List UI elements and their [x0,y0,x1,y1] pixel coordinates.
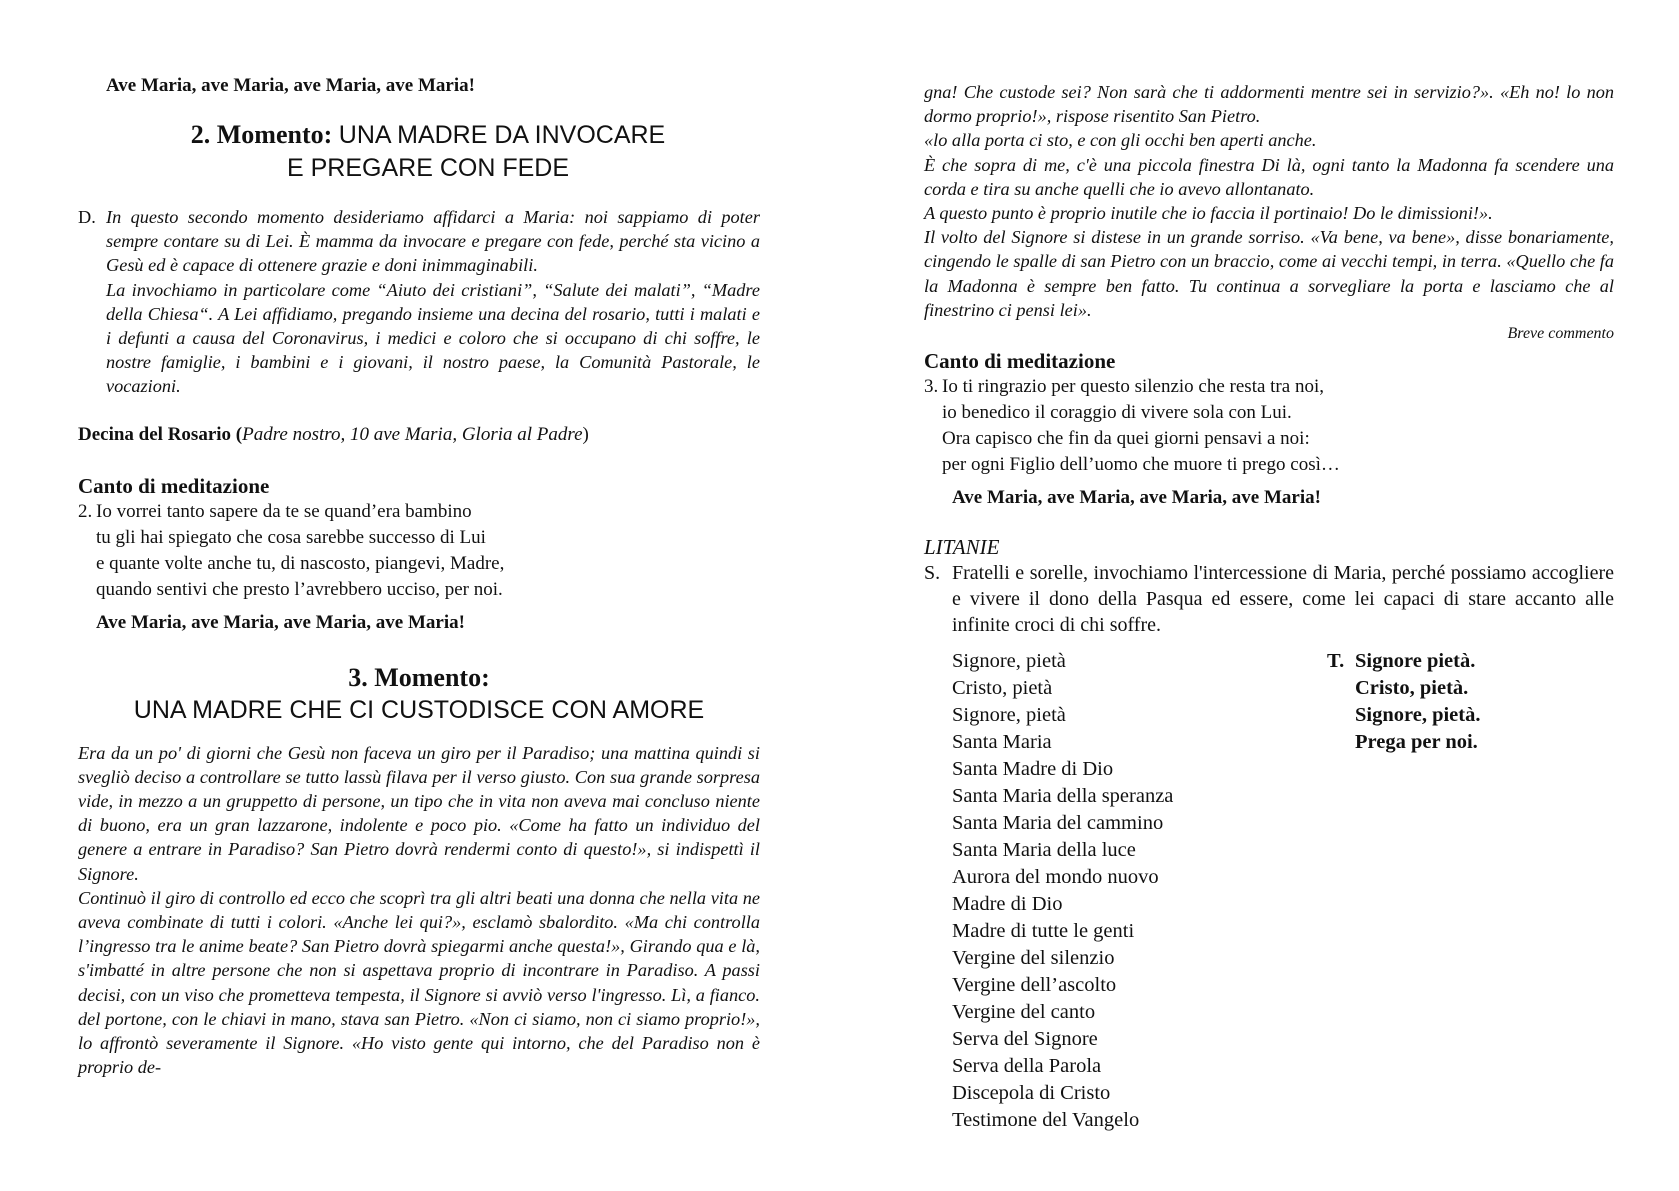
litany-responses [1327,648,1480,756]
left-page [78,74,760,1079]
litany-item: Santa Maria [952,731,1052,754]
verse-line: Io vorrei tanto sapere da te se quand’era bambino [96,500,472,522]
litany-item: Serva della Parola [952,1055,1102,1078]
story-paragraph: Il volto del Signore si distese in un grande sorriso. «Va bene, va bene», disse bonariamente, cingendo le spalle di san Pietro con un braccio, come ai vecchi tempi, in terra. «Quello che fa la Madonna è sempre ben fatto. Tu continua a sorvegliare la porta e lasciamo che al finestrino ci pensi lei». [924,227,1614,320]
response-item: T. Signore pietà. [1327,648,1480,675]
story-paragraph: È che sopra di me, c'è una piccola finestra Di là, ogni tanto la Madonna fa scendere una corda e tira su anche quelli che io avevo allontanato. [924,154,1614,199]
litany-item: Cristo, pietà [952,677,1053,700]
litany-item: Santa Madre di Dio [952,758,1114,781]
litany-intro [924,560,1614,638]
verse-line: per ogni Figlio dell’uomo che muore ti prego così… [942,454,1340,476]
story-text [78,741,760,1080]
litany-item: Santa Maria della speranza [952,785,1174,808]
litany-item: Madre di Dio [952,893,1063,916]
decina-line: Decina del Rosario (Padre nostro, 10 ave Maria, Gloria al Padre) [78,423,589,445]
section-2-title-line2: E PREGARE CON FEDE [287,154,569,182]
decina-note: Padre nostro, 10 ave Maria, Gloria al Padre [242,423,583,445]
d-label: D. [78,207,96,227]
breve-commento: Breve commento [1507,325,1614,343]
verse-2 [78,499,760,603]
litany-item: Aurora del mondo nuovo [952,866,1159,889]
litany [952,648,1614,1134]
litany-item: Vergine dell’ascolto [952,974,1117,997]
section-2-prefix: 2. Momento: [190,120,333,149]
response-item: Prega per noi. [1355,731,1478,754]
litany-item: Signore, pietà [952,704,1066,727]
verse-line: Ora capisco che fin da quei giorni pensavi a noi: [942,428,1310,450]
canto-heading: Canto di meditazione [78,473,270,498]
section-3-prefix: 3. Momento: [348,662,490,692]
d-text-2: La invochiamo in particolare come “Aiuto dei cristiani”, “Salute dei malati”, “Madre della Chiesa“. A Lei affidiamo, pregando insieme una decina del rosario, tutti i malati e i defunti a causa del Coronavirus, i medici e coloro che si occupano di chi soffre, le nostre famiglie, i bambini e i giovani, il nostro paese, la Comunità Pastorale, le vocazioni. [106,279,760,397]
litany-item: Santa Maria del cammino [952,812,1164,835]
response-item: Signore, pietà. [1355,704,1481,727]
story-paragraph: Era da un po' di giorni che Gesù non faceva un giro per il Paradiso; una mattina quindi si svegliò deciso a controllare se tutto lassù filava per il verso giusto. Con sua grande sorpresa vide, in mezzo a un gruppetto di persone, un tipo che in vita non aveva mai concluso niente di buono, era un gran lazzarone, indolente e poco pio. «Come ha fatto un individuo del genere a entrare in Paradiso? San Pietro dovrà rendermi conto di questo!», si indispettì il Signore. [78,742,760,884]
verse-line: quando sentivi che presto l’avrebbero ucciso, per noi. [96,578,503,600]
verse-line: io benedico il coraggio di vivere sola con Lui. [942,402,1292,424]
litany-item: Testimone del Vangelo [952,1109,1140,1132]
litany-item: Signore, pietà [952,650,1066,673]
s-label: S. [924,562,941,585]
litany-item: Madre di tutte le genti [952,920,1135,943]
refrain: Ave Maria, ave Maria, ave Maria, ave Maria! [106,75,475,96]
right-page [924,80,1614,1134]
d-text-1: In questo secondo momento desideriamo affidarci a Maria: noi sappiamo di poter sempre contare su di Lei. È mamma da invocare e pregare con fede, perché sta vicino a Gesù ed è capace di ottenere grazie e doni inimmaginabili. [106,207,760,276]
litanie-heading: LITANIE [924,535,1000,560]
section-3-title [78,661,760,727]
section-2-title [96,118,760,185]
story-paragraph: «lo alla porta ci sto, e con gli occhi ben aperti anche. [924,130,1317,151]
decina-title: Decina del Rosario [78,423,232,445]
litany-invocations [952,648,1614,1134]
verse-line: tu gli hai spiegato che cosa sarebbe successo di Lui [96,526,486,548]
story-paragraph: gna! Che custode sei? Non sarà che ti addormenti mentre sei in servizio?». «Eh no! lo non dormo proprio!», rispose risentito San Pietro. [924,82,1614,127]
section-2-title-line1: UNA MADRE DA INVOCARE [338,121,666,149]
section-3-title-text: UNA MADRE CHE CI CUSTODISCE CON AMORE [133,695,705,724]
verse-number: 3. [924,376,939,398]
verse-line: e quante volte anche tu, di nascosto, piangevi, Madre, [96,552,505,574]
story-paragraph: Continuò il giro di controllo ed ecco che scoprì tra gli altri beati una donna che nella vita ne aveva combinate di tutti i colori. «Anche lei qui?», esclamò sbalordito. «Ma chi controlla l’ingresso tra le anime beate? San Pietro dovrà spiegarmi anche questa!», Girando qua e là, s'imbatté in altre persone che non si aspettava proprio di incontrare in Paradiso. A passi decisi, con un viso che prometteva tempesta, il Signore si avviò verso l'ingresso. Lì, a fianco. del portone, con le chiavi in mano, stava san Pietro. «Non ci siamo, non ci siamo proprio!», lo affrontò severamente il Signore. «Ho visto gente qui intorno, che del Paradiso non è proprio de- [78,887,760,1078]
litany-item: Discepola di Cristo [952,1082,1111,1105]
story-continued [924,80,1614,322]
verse-3 [924,374,1614,478]
litany-item: Vergine del silenzio [952,947,1115,970]
litany-item: Serva del Signore [952,1028,1098,1051]
d-paragraph [78,205,760,399]
litany-item: Vergine del canto [952,1001,1096,1024]
story-paragraph: A questo punto è proprio inutile che io faccia il portinaio! Do le dimissioni!». [924,203,1493,224]
canto-heading: Canto di meditazione [924,349,1116,374]
litany-item: Santa Maria della luce [952,839,1136,862]
verse-number: 2. [78,500,93,522]
response-item: Cristo, pietà. [1355,677,1469,700]
refrain: Ave Maria, ave Maria, ave Maria, ave Maria! [96,611,465,633]
t-label: T. [1327,650,1345,673]
verse-line: Io ti ringrazio per questo silenzio che resta tra noi, [942,376,1324,398]
litany-intro-text: Fratelli e sorelle, invochiamo l'intercessione di Maria, perché possiamo accogliere e vivere il dono della Pasqua ed essere, come lei capaci di stare accanto alle infinite croci di chi soffre. [952,562,1614,637]
refrain: Ave Maria, ave Maria, ave Maria, ave Maria! [952,487,1321,509]
